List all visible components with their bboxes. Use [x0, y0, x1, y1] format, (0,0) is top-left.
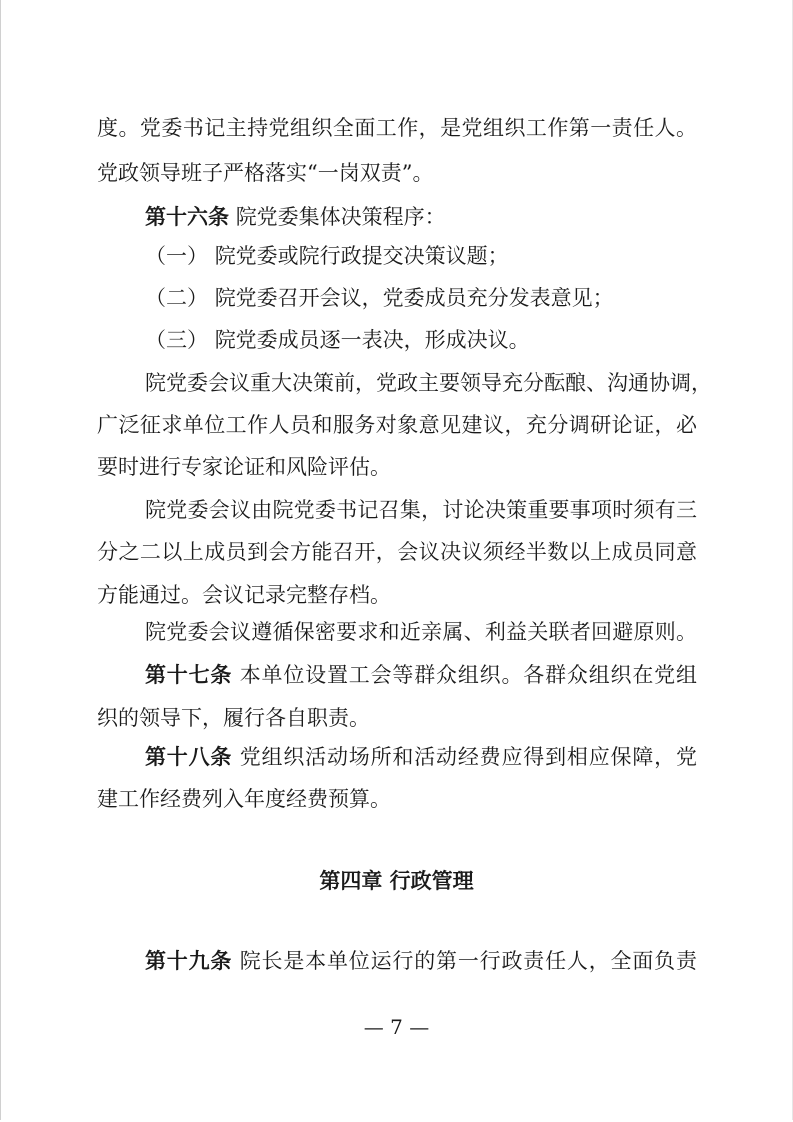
- text-line: 广泛征求单位工作人员和服务对象意见建议，充分调研论证，必: [97, 413, 697, 437]
- list-item-number: （二）: [145, 286, 208, 310]
- list-item-text: 院党委召开会议，党委成员充分发表意见；: [214, 286, 614, 310]
- article-text: 院党委集体决策程序：: [235, 205, 446, 229]
- article-19: [145, 946, 697, 976]
- article-label: 第十八条: [145, 745, 233, 769]
- article-text: 院长是本单位运行的第一行政责任人，全面负责: [239, 949, 697, 973]
- article-17: [145, 660, 697, 690]
- list-item: [145, 283, 697, 313]
- text-line: 建工作经费列入年度经费预算。: [97, 787, 391, 811]
- text-line: 院党委会议重大决策前，党政主要领导充分酝酿、沟通协调，: [145, 371, 712, 395]
- text-line: 度。党委书记主持党组织全面工作，是党组织工作第一责任人。: [97, 116, 697, 140]
- page-number: — 7 —: [363, 1015, 430, 1039]
- chapter-heading: 第四章 行政管理: [319, 869, 474, 893]
- article-label: 第十七条: [145, 663, 233, 687]
- list-item-text: 院党委成员逐一表决，形成决议。: [214, 328, 530, 352]
- article-18: [145, 742, 697, 772]
- list-item-number: （一）: [145, 244, 208, 268]
- list-item-text: 院党委或院行政提交决策议题；: [214, 244, 509, 268]
- article-text: 党组织活动场所和活动经费应得到相应保障，党: [239, 745, 697, 769]
- text-line: 方能通过。会议记录完整存档。: [97, 583, 391, 607]
- article-16: [145, 202, 697, 232]
- text-line: 织的领导下，履行各自职责。: [97, 706, 370, 730]
- text-line: 要时进行专家论证和风险评估。: [97, 455, 391, 479]
- article-label: 第十六条: [145, 205, 229, 229]
- text-line: 党政领导班子严格落实“一岗双责”。: [97, 161, 434, 185]
- list-item: [145, 241, 697, 271]
- text-line: 院党委会议由院党委书记召集，讨论决策重要事项时须有三: [145, 498, 697, 522]
- text-line: 分之二以上成员到会方能召开，会议决议须经半数以上成员同意: [97, 540, 697, 564]
- article-label: 第十九条: [145, 949, 233, 973]
- text-line: 院党委会议遵循保密要求和近亲属、利益关联者回避原则。: [145, 620, 697, 644]
- article-text: 本单位设置工会等群众组织。各群众组织在党组: [239, 663, 697, 687]
- list-item: [145, 325, 697, 355]
- list-item-number: （三）: [145, 328, 208, 352]
